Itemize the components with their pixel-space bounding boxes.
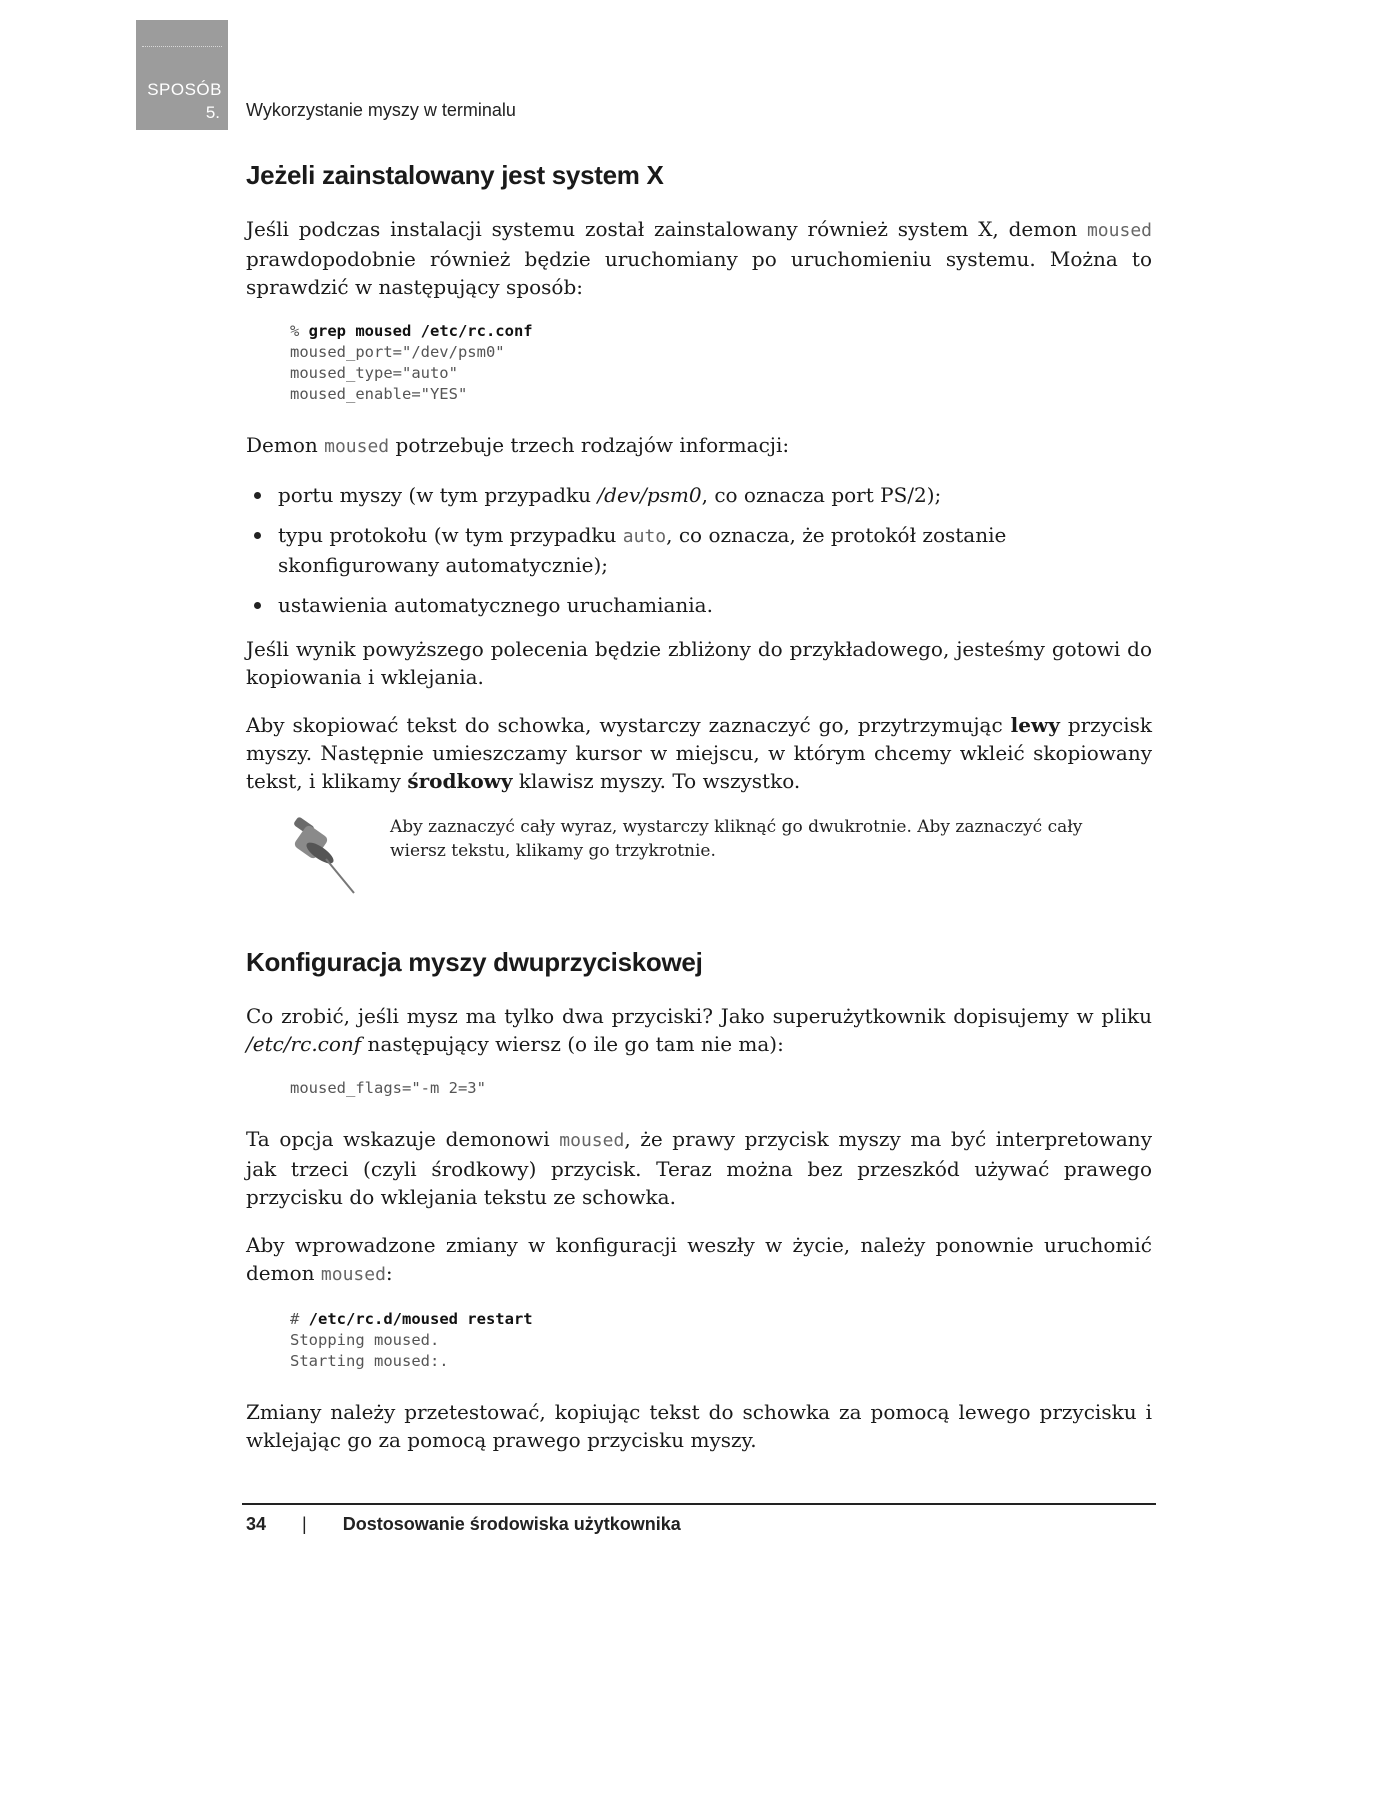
code-output-line: Starting moused:. (290, 1352, 449, 1370)
list-item: typu protokołu (w tym przypadku auto, co oznacza, że protokół zostanie skonfigurowany automatycznie); (246, 521, 1152, 579)
paragraph: Aby wprowadzone zmiany w konfiguracji weszły w życie, należy ponownie uruchomić demon moused: (246, 1233, 1152, 1285)
page-footer (246, 1514, 681, 1535)
tip-text: Aby zaznaczyć cały wyraz, wystarczy kliknąć go dwukrotnie. Aby zaznaczyć cały wiersz tekstu, klikamy go trzykrotnie. (390, 817, 1083, 861)
page-content (246, 160, 1152, 1474)
code-output-line: moused_enable="YES" (290, 385, 468, 403)
code-command: /etc/rc.d/moused restart (308, 1310, 533, 1328)
footer-separator: | (302, 1514, 307, 1534)
paragraph: Demon moused potrzebuje trzech rodzajów informacji: (246, 433, 790, 457)
paragraph: Jeśli podczas instalacji systemu został zainstalowany również system X, demon moused prawdopodobnie również będzie uruchomiany po uruchomieniu systemu. Można to sprawdzić w następujący sposób: (246, 217, 1152, 299)
paragraph: Ta opcja wskazuje demonowi moused, że prawy przycisk myszy ma być interpretowany jak trzeci (czyli środkowy) przycisk. Teraz można bez przeszkód używać prawego przycisku do wklejania tekstu ze schowka. (246, 1127, 1152, 1209)
list-item: portu myszy (w tym przypadku /dev/psm0, co oznacza port PS/2); (246, 481, 1152, 509)
tab-number: 5. (205, 103, 220, 122)
code-command: grep moused /etc/rc.conf (308, 322, 533, 340)
section-heading-x: Jeżeli zainstalowany jest system X (246, 160, 664, 190)
inline-code: moused (1086, 220, 1152, 241)
list-item: ustawienia automatycznego uruchamiania. (246, 591, 1152, 619)
code-block-restart: # /etc/rc.d/moused restart Stopping moused. Starting moused:. (290, 1310, 533, 1370)
footer-rule (242, 1503, 1156, 1505)
paragraph: Zmiany należy przetestować, kopiując tekst do schowka za pomocą lewego przycisku i wklejając go za pomocą prawego przycisku myszy. (246, 1400, 1152, 1452)
inline-code: auto (622, 526, 667, 547)
code-output-line: moused_type="auto" (290, 364, 458, 382)
inline-code: moused (320, 1264, 386, 1285)
page-number: 34 (246, 1514, 267, 1534)
code-output-line: Stopping moused. (290, 1331, 440, 1349)
footer-title: Dostosowanie środowiska użytkownika (342, 1514, 681, 1534)
pushpin-icon (284, 815, 358, 895)
paragraph: Jeśli wynik powyższego polecenia będzie zbliżony do przykładowego, jesteśmy gotowi do kopiowania i wklejania. (246, 637, 1152, 689)
tip-note (246, 815, 1152, 911)
section-heading-two-button: Konfiguracja myszy dwuprzyciskowej (246, 947, 703, 977)
bullet-list (246, 481, 1152, 619)
tab-dotted-rule (142, 46, 222, 47)
running-head: Wykorzystanie myszy w terminalu (246, 100, 516, 120)
paragraph: Co zrobić, jeśli mysz ma tylko dwa przyciski? Jako superużytkownik dopisujemy w pliku /etc/rc.conf następujący wiersz (o ile go tam nie ma): (246, 1004, 1152, 1056)
tab-label: SPOSÓB (147, 80, 222, 99)
paragraph: Aby skopiować tekst do schowka, wystarczy zaznaczyć go, przytrzymując lewy przycisk myszy. Następnie umieszczamy kursor w miejscu, w którym chcemy wkleić skopiowany tekst, i klikamy środkowy klawisz myszy. To wszystko. (246, 713, 1152, 793)
chapter-tab (136, 20, 228, 130)
code-output-line: moused_port="/dev/psm0" (290, 343, 505, 361)
inline-code: moused (324, 436, 390, 457)
code-block-flags: moused_flags="-m 2=3" (290, 1079, 486, 1097)
inline-code: moused (559, 1130, 625, 1151)
code-block-grep: % grep moused /etc/rc.conf moused_port="/dev/psm0" moused_type="auto" moused_enable="YES" (290, 322, 533, 403)
